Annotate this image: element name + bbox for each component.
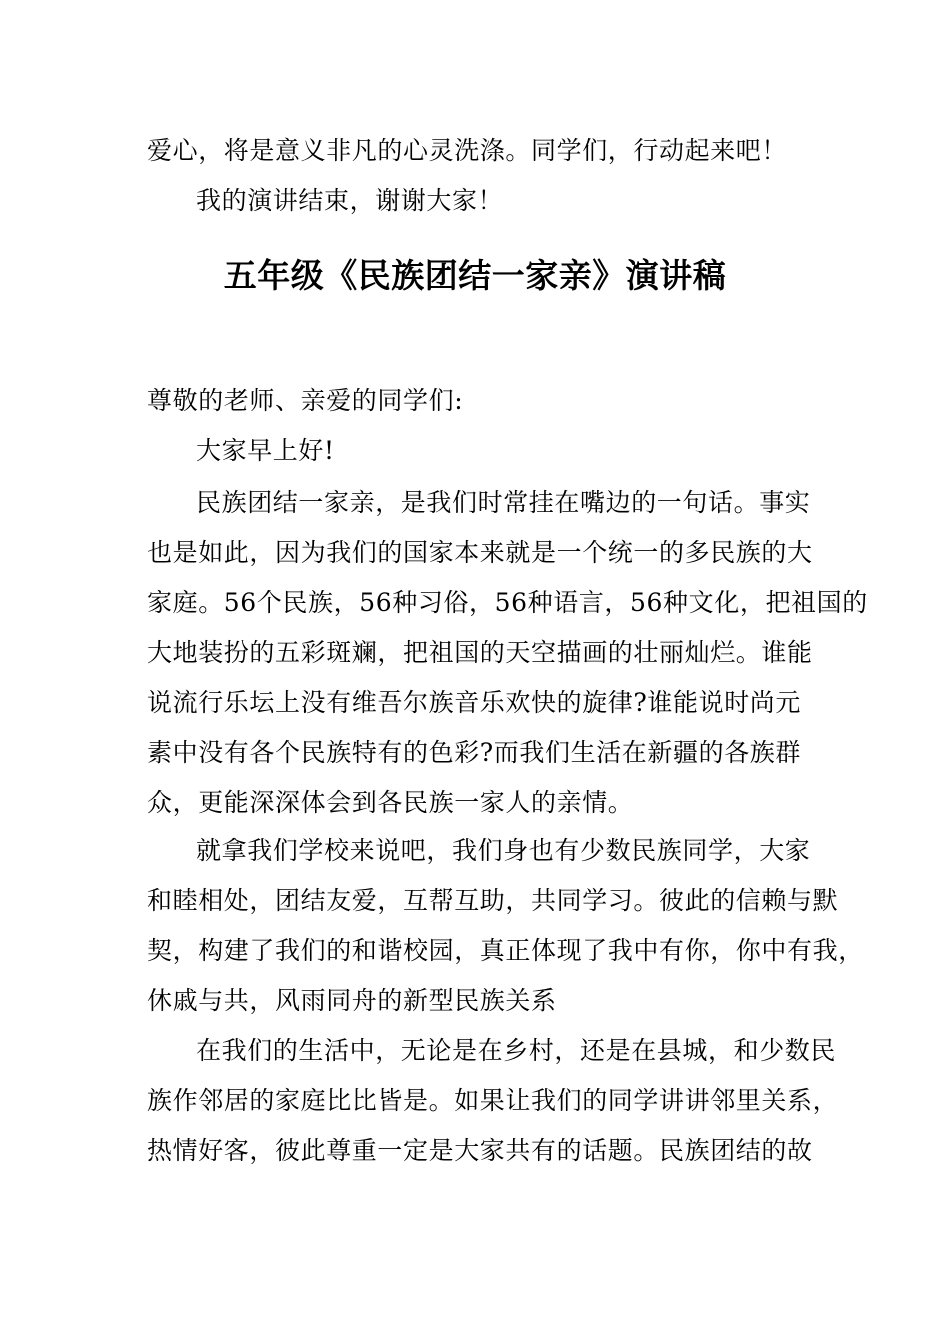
greeting: 大家早上好! <box>196 436 335 465</box>
paragraph-2-line-4: 休戚与共，风雨同舟的新型民族关系 <box>147 986 557 1015</box>
salutation: 尊敬的老师、亲爱的同学们: <box>147 386 464 415</box>
paragraph-1-line-2: 也是如此，因为我们的国家本来就是一个统一的多民族的大 <box>147 538 813 567</box>
paragraph-2-line-2: 和睦相处，团结友爱，互帮互助，共同学习。彼此的信赖与默 <box>147 886 839 915</box>
paragraph-1-line-1: 民族团结一家亲，是我们时常挂在嘴边的一句话。事实 <box>196 488 811 517</box>
paragraph-2-line-1: 就拿我们学校来说吧，我们身也有少数民族同学，大家 <box>196 836 811 865</box>
paragraph-2-line-3: 契，构建了我们的和谐校园，真正体现了我中有你，你中有我， <box>147 936 864 965</box>
previous-text-line-1: 爱心，将是意义非凡的心灵洗涤。同学们，行动起来吧！ <box>147 136 788 165</box>
paragraph-1-line-6: 素中没有各个民族特有的色彩?而我们生活在新疆的各族群 <box>147 738 802 767</box>
paragraph-3-line-2: 族作邻居的家庭比比皆是。如果让我们的同学讲讲邻里关系， <box>147 1086 839 1115</box>
document-title: 五年级《民族团结一家亲》演讲稿 <box>223 256 727 295</box>
paragraph-1-line-7: 众，更能深深体会到各民族一家人的亲情。 <box>147 788 634 817</box>
paragraph-1-line-3: 家庭。56个民族，56种习俗，56种语言，56种文化，把祖国的 <box>147 588 868 617</box>
previous-text-line-2: 我的演讲结束，谢谢大家！ <box>196 186 504 215</box>
paragraph-1-line-5: 说流行乐坛上没有维吾尔族音乐欢快的旋律?谁能说时尚元 <box>147 688 802 717</box>
paragraph-1-line-4: 大地装扮的五彩斑斓，把祖国的天空描画的壮丽灿烂。谁能 <box>147 638 813 667</box>
paragraph-3-line-1: 在我们的生活中，无论是在乡村，还是在县城，和少数民 <box>196 1036 837 1065</box>
paragraph-3-line-3: 热情好客，彼此尊重一定是大家共有的话题。民族团结的故 <box>147 1136 813 1165</box>
